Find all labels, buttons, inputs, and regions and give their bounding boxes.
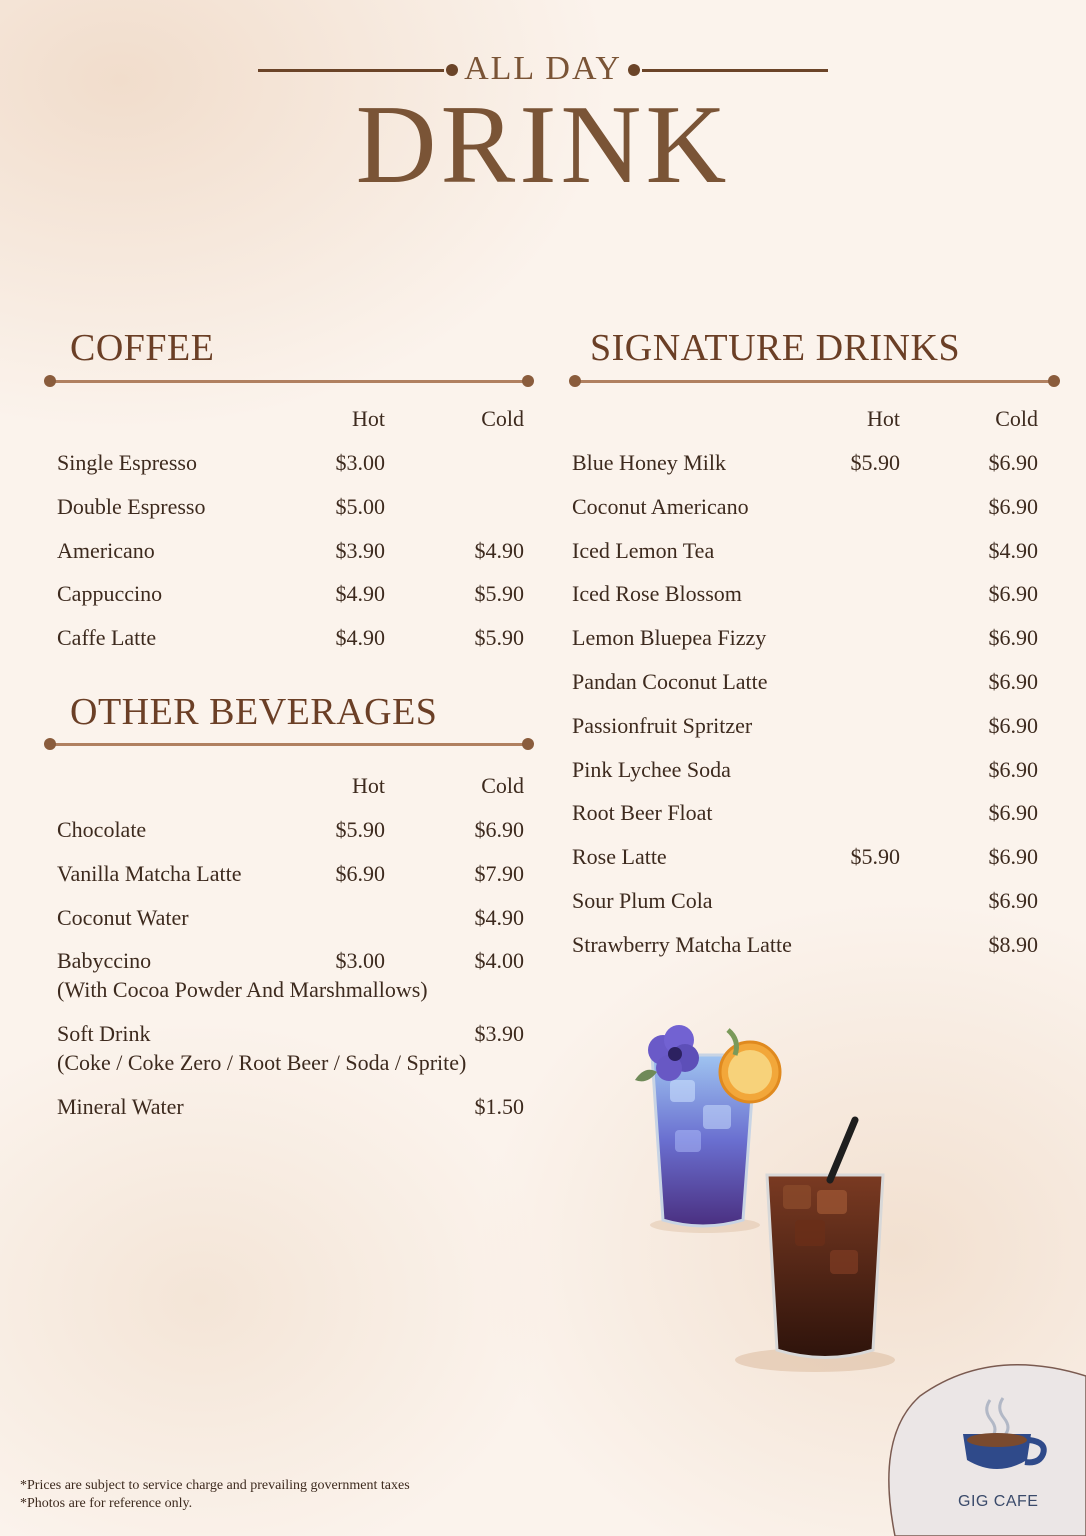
coffee-cup-icon — [955, 1390, 1050, 1485]
menu-item-cold-price: $5.90 — [474, 625, 524, 651]
coffee-title: COFFEE — [70, 327, 215, 369]
menu-item-name: Chocolate — [57, 817, 147, 842]
menu-item-hot-price: $4.90 — [335, 625, 385, 651]
menu-item-name: Caffe Latte — [57, 625, 157, 651]
menu-item-note: (Coke / Coke Zero / Root Beer / Soda / Sprite) — [57, 1050, 467, 1076]
menu-item-cold-price: $3.90 — [474, 1021, 524, 1047]
menu-item-name: Root Beer Float — [572, 800, 713, 826]
menu-item-cold-price: $4.90 — [474, 537, 524, 563]
menu-item-hot-price: $5.90 — [850, 844, 900, 870]
coffee-divider — [48, 380, 530, 383]
menu-item-cold-price: $6.90 — [988, 625, 1038, 651]
menu-item-cold-price: $1.50 — [474, 1094, 524, 1119]
menu-item-cold-price: $6.90 — [988, 450, 1038, 475]
other-hot-header: Hot — [352, 773, 385, 798]
menu-item-hot-price: $5.90 — [850, 450, 900, 475]
footer-note-photos: *Photos are for reference only. — [20, 1496, 193, 1511]
brand-name: GIG CAFE — [958, 1493, 1039, 1510]
header-subtitle: ALL DAY — [464, 50, 622, 87]
menu-item-name: Rose Latte — [572, 844, 667, 870]
menu-item-cold-price: $4.00 — [474, 948, 524, 974]
menu-item-name: Americano — [57, 537, 155, 563]
menu-item-cold-price: $6.90 — [988, 756, 1038, 782]
menu-item-cold-price: $6.90 — [474, 817, 524, 842]
other-title: OTHER BEVERAGES — [70, 691, 438, 733]
menu-item-cold-price: $6.90 — [988, 800, 1038, 826]
other-cold-header: Cold — [481, 773, 524, 798]
menu-item-hot-price: $5.90 — [335, 817, 385, 842]
other-divider — [48, 743, 530, 746]
menu-item-name: Pandan Coconut Latte — [572, 669, 768, 694]
menu-item-name: Lemon Bluepea Fizzy — [572, 625, 767, 651]
menu-item-cold-price: $6.90 — [988, 712, 1038, 738]
menu-item-hot-price: $3.00 — [335, 948, 385, 974]
menu-item-cold-price: $6.90 — [988, 669, 1038, 694]
menu-item-cold-price: $6.90 — [988, 888, 1038, 913]
menu-item-cold-price: $5.90 — [474, 581, 524, 607]
menu-item-hot-price: $5.00 — [335, 493, 385, 519]
menu-item-name: Sour Plum Cola — [572, 888, 713, 913]
menu-item-name: Babyccino — [57, 948, 152, 974]
signature-divider — [573, 380, 1056, 383]
footer-note-taxes: *Prices are subject to service charge and prevailing government taxes — [20, 1478, 410, 1493]
menu-item-name: Iced Rose Blossom — [572, 581, 742, 607]
signature-title: SIGNATURE DRINKS — [590, 327, 961, 369]
menu-item-name: Coconut Water — [57, 904, 189, 930]
signature-hot-header: Hot — [867, 406, 900, 431]
menu-item-note: (With Cocoa Powder And Marshmallows) — [57, 977, 428, 1003]
menu-item-name: Blue Honey Milk — [572, 450, 726, 475]
menu-item-name: Coconut Americano — [572, 493, 749, 519]
menu-item-name: Vanilla Matcha Latte — [57, 860, 242, 886]
menu-item-cold-price: $6.90 — [988, 493, 1038, 519]
menu-item-cold-price: $6.90 — [988, 844, 1038, 870]
menu-item-name: Double Espresso — [57, 493, 206, 519]
menu-item-cold-price: $4.90 — [474, 904, 524, 930]
signature-cold-header: Cold — [995, 406, 1038, 431]
menu-item-hot-price: $3.00 — [335, 450, 385, 475]
menu-item-hot-price: $4.90 — [335, 581, 385, 607]
drinks-illustration — [615, 1010, 905, 1380]
menu-item-name: Single Espresso — [57, 450, 197, 475]
menu-item-name: Soft Drink — [57, 1021, 151, 1047]
menu-item-name: Pink Lychee Soda — [572, 756, 731, 782]
menu-item-name: Cappuccino — [57, 581, 163, 607]
menu-item-name: Passionfruit Spritzer — [572, 712, 753, 738]
menu-item-hot-price: $3.90 — [335, 537, 385, 563]
menu-item-cold-price: $7.90 — [474, 860, 524, 886]
menu-item-cold-price: $6.90 — [988, 581, 1038, 607]
menu-item-name: Strawberry Matcha Latte — [572, 931, 792, 957]
menu-item-hot-price: $6.90 — [335, 860, 385, 886]
menu-item-name: Iced Lemon Tea — [572, 537, 715, 563]
header-title: DRINK — [355, 83, 731, 207]
menu-item-cold-price: $8.90 — [988, 931, 1038, 957]
coffee-cold-header: Cold — [481, 406, 524, 431]
menu-item-cold-price: $4.90 — [988, 537, 1038, 563]
menu-item-name: Mineral Water — [57, 1094, 184, 1119]
coffee-hot-header: Hot — [352, 406, 385, 431]
